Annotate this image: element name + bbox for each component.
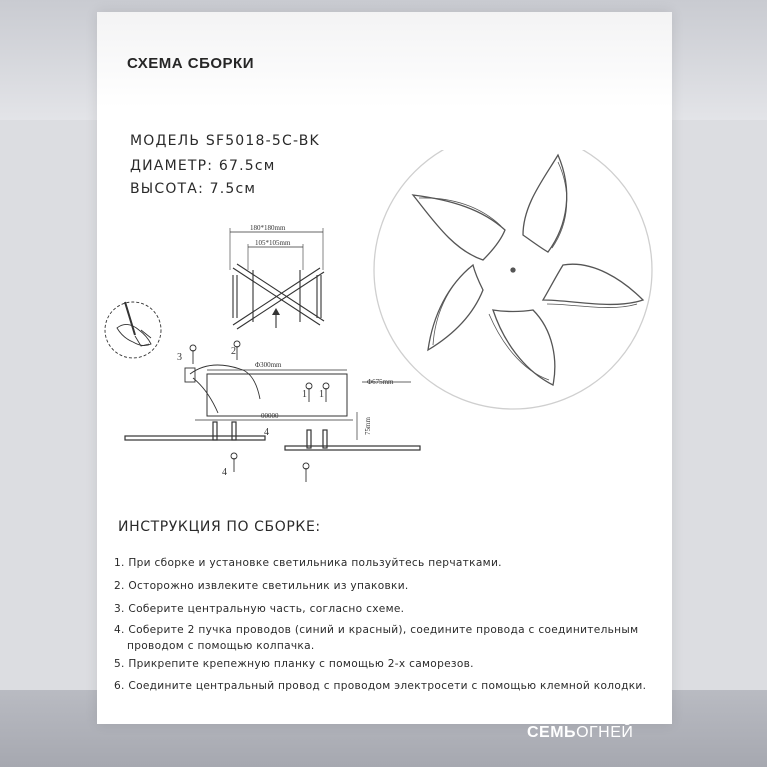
callout-4b: 4 [222, 467, 227, 478]
assembly-diagram [95, 150, 680, 490]
bracket-dimensions [230, 224, 323, 270]
callout-1b: 1 [319, 389, 324, 400]
fixture-top-view [362, 150, 652, 409]
diameter-spec: ДИАМЕТР: 67.5см [130, 158, 276, 174]
dim-height-label: 75mm [364, 417, 372, 435]
instructions-title: ИНСТРУКЦИЯ ПО СБОРКЕ: [118, 519, 321, 535]
cross-bracket [233, 264, 324, 329]
page-title: СХЕМА СБОРКИ [127, 55, 254, 72]
dim-inner-label: 105*105mm [255, 239, 291, 247]
panel-label: 00000 [261, 412, 279, 420]
callout-1a: 1 [302, 389, 307, 400]
model-spec: МОДЕЛЬ SF5018-5C-BK [130, 133, 320, 149]
brand-bold: СЕМЬ [527, 724, 577, 741]
instruction-step: 5. Прикрепите крепежную планку с помощью 2-х саморезов. [114, 658, 474, 670]
side-profile [125, 420, 420, 450]
instruction-step: 3. Соберите центральную часть, согласно схеме. [114, 603, 405, 615]
hand-screwdriver-icon [105, 302, 161, 358]
brand-light: ОГНЕЙ [576, 724, 634, 741]
dim-diameter-label: Φ675mm [367, 378, 394, 386]
instruction-step: 2. Осторожно извлеките светильник из упаковки. [114, 580, 409, 592]
dim-width-label: Φ300mm [255, 361, 282, 369]
instruction-step-continued: проводом с помощью колпачка. [127, 640, 315, 652]
brand-logo [527, 724, 633, 742]
wire-connection [185, 365, 260, 413]
callout-4a: 4 [264, 427, 269, 438]
instruction-step: 1. При сборке и установке светильника пользуйтесь перчатками. [114, 557, 502, 569]
callout-2: 2 [231, 346, 236, 357]
callout-3: 3 [177, 352, 182, 363]
instruction-step: 6. Соедините центральный провод с проводом электросети с помощью клемной колодки. [114, 680, 647, 692]
height-spec: ВЫСОТА: 7.5см [130, 181, 257, 197]
dim-outer-label: 180*180mm [250, 224, 286, 232]
instruction-step: 4. Соберите 2 пучка проводов (синий и красный), соедините провода с соединительным [114, 624, 639, 636]
